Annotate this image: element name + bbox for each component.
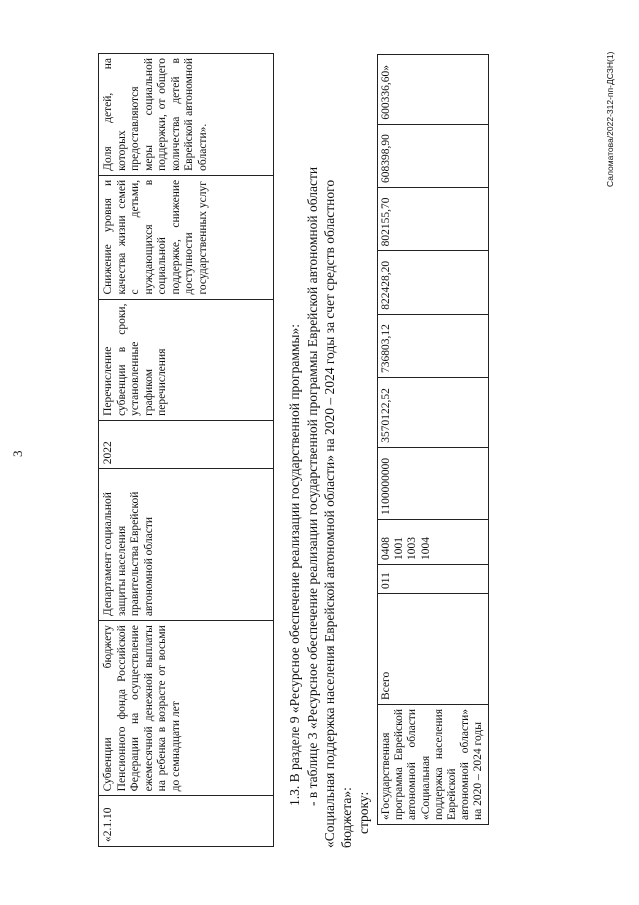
row-number: «2.1.10: [99, 796, 274, 847]
document-code: Саломатова/2022-312-пп-ДСЗН(1): [605, 51, 615, 187]
grbs-code: 011: [378, 565, 489, 594]
year-value: 802155,70: [378, 188, 489, 251]
year: 2022: [99, 420, 274, 468]
year-value: 608398,90: [378, 124, 489, 187]
paragraph-line: - в таблице 3 «Ресурсное обеспечение реализации государственной программы Еврейской автономной области: [305, 166, 320, 806]
activity: Перечисление субвенции в сроки, установленные графиком перечисления: [99, 299, 274, 420]
row-label: Всего: [378, 594, 489, 705]
table-row: [378, 55, 489, 825]
paragraph-line: «Социальная поддержка населения Еврейской автономной области» на 2020 – 2024 годы за счет средств областного: [322, 179, 337, 848]
table-row: [99, 54, 274, 847]
year-value: 736803,12: [378, 314, 489, 377]
program-name: «Государственная программа Еврейской автономной области «Социальная поддержка населения Еврейской автономной области» на 2020 – 2024 годы: [378, 705, 489, 825]
section-code: 0408: [380, 537, 392, 560]
resources-table: [377, 54, 489, 825]
section-codes: [378, 520, 489, 565]
paragraph-line: строку:: [356, 791, 371, 834]
result: Снижение уровня и качества жизни семей с детьми, нуждающихся в социальной поддержке, снижение доступности государственных услуг: [99, 175, 274, 299]
year-value: 600336,60»: [378, 55, 489, 125]
year-value: 822428,20: [378, 251, 489, 314]
section-heading: 1.3. В разделе 9 «Ресурсное обеспечение реализации государственной программы»:: [287, 324, 302, 806]
paragraph-line: бюджета»:: [339, 787, 354, 848]
section-code: 1001: [393, 537, 406, 560]
executor: Департамент социальной защиты населения правительства Еврейской автономной области: [99, 469, 274, 621]
indicator: Доля детей, на которых предоставляются меры социальной поддержки, от общего количества детей в Еврейской автономной области».: [99, 54, 274, 176]
measures-table: [98, 53, 274, 847]
target-code: 1100000000: [378, 447, 489, 519]
section-code: 1004: [419, 537, 432, 560]
measure-name: Субвенции бюджету Пенсионного фонда Российской Федерации на осуществление ежемесячной денежной выплаты на ребенка в возрасте от восьми до семнадцати лет: [99, 621, 274, 796]
section-code: 1003: [406, 537, 419, 560]
total-value: 3570122,52: [378, 378, 489, 448]
page-number: 3: [10, 450, 25, 457]
